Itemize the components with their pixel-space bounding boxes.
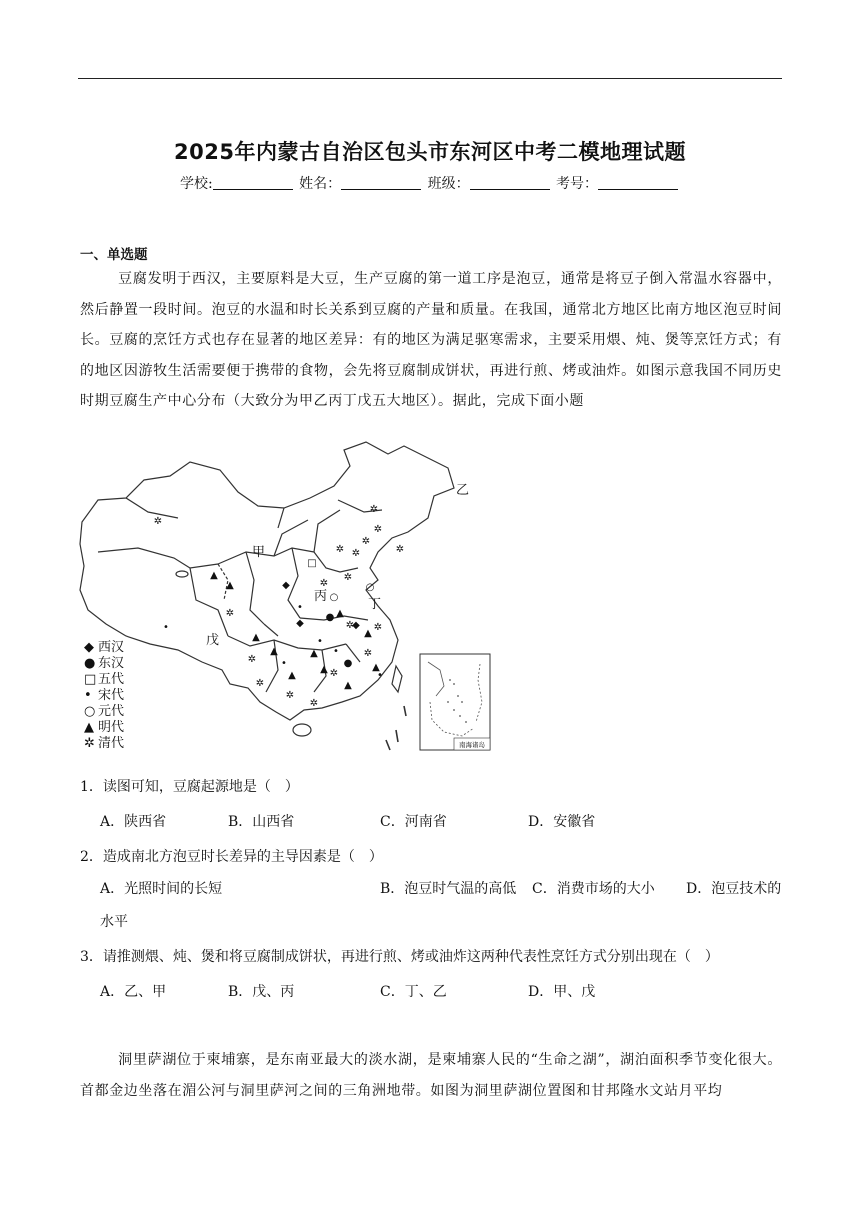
- question-2-stem: 2．造成南北方泡豆时长差异的主导因素是（ ）: [80, 849, 383, 865]
- info-class-blank[interactable]: [470, 175, 550, 190]
- legend-symbol-qingdai: ✲: [84, 736, 95, 751]
- question-2-option-d[interactable]: D．泡豆技术的: [686, 881, 782, 897]
- region-label-bing: 丙: [314, 589, 328, 604]
- passage-tofu: [80, 264, 782, 417]
- svg-text:✲: ✲: [255, 678, 265, 689]
- svg-text:▲: ▲: [310, 648, 318, 659]
- passage-tonle-sap-text: 洞里萨湖位于柬埔寨，是东南亚最大的淡水湖，是柬埔寨人民的“生命之湖”，湖泊面积季节变化很大。首都金边坐落在湄公河与洞里萨河之间的三角洲地带。如图为洞里萨湖位置图和甘邦隆水文站月平均: [80, 1052, 782, 1099]
- svg-text:○: ○: [329, 592, 339, 603]
- svg-text:◆: ◆: [352, 620, 360, 631]
- svg-text:•: •: [377, 670, 383, 681]
- south-china-sea-inset: [420, 654, 490, 750]
- region-label-ding: 丁: [368, 597, 382, 612]
- svg-text:▲: ▲: [344, 680, 352, 691]
- svg-text:✲: ✲: [373, 524, 383, 535]
- svg-text:▲: ▲: [226, 580, 234, 591]
- question-3-option-d[interactable]: D．甲、戊: [528, 984, 596, 1000]
- legend-symbol-songdai: •: [84, 688, 92, 703]
- question-3-stem: 3．请推测煨、炖、煲和将豆腐制成饼状，再进行煎、烤或油炸这两种代表性烹饪方式分别出现在（ ）: [80, 949, 719, 965]
- svg-text:▲: ▲: [252, 632, 260, 643]
- svg-text:□: □: [307, 558, 317, 569]
- svg-text:✲: ✲: [343, 572, 353, 583]
- question-2-option-b[interactable]: B．泡豆时气温的高低: [380, 881, 517, 897]
- question-2-option-c[interactable]: C．消费市场的大小: [532, 881, 655, 897]
- legend-symbol-donghan: ●: [84, 656, 96, 671]
- question-1-stem: 1．读图可知，豆腐起源地是（ ）: [80, 779, 299, 795]
- question-1-option-c[interactable]: C．河南省: [380, 814, 447, 830]
- svg-text:•: •: [317, 636, 323, 647]
- info-class-label: 班级：: [427, 176, 470, 192]
- svg-text:▲: ▲: [372, 662, 380, 673]
- svg-text:▲: ▲: [336, 608, 344, 619]
- svg-text:✲: ✲: [285, 690, 295, 701]
- legend-symbol-wudai: □: [84, 672, 97, 687]
- legend-label-qingdai: 清代: [98, 736, 125, 751]
- svg-text:◆: ◆: [282, 580, 290, 591]
- question-3-option-c[interactable]: C．丁、乙: [380, 984, 447, 1000]
- section-heading: 一、单选题: [80, 247, 148, 263]
- map-symbols: [154, 504, 404, 709]
- question-2-option-d-wrap: 水平: [100, 914, 128, 930]
- svg-text:✲: ✲: [153, 516, 163, 527]
- svg-text:•: •: [333, 646, 339, 657]
- question-3-option-a[interactable]: A．乙、甲: [100, 984, 167, 1000]
- legend-label-wudai: 五代: [98, 672, 125, 687]
- svg-text:✲: ✲: [369, 504, 379, 515]
- info-name-blank[interactable]: [341, 175, 421, 190]
- svg-text:✲: ✲: [309, 698, 319, 709]
- map-legend: [84, 640, 124, 751]
- question-3-option-b[interactable]: B．戊、丙: [228, 984, 295, 1000]
- svg-text:▲: ▲: [210, 570, 218, 581]
- question-1-option-b[interactable]: B．山西省: [228, 814, 295, 830]
- info-exam-no-blank[interactable]: [598, 175, 678, 190]
- region-label-jia: 甲: [252, 545, 266, 560]
- question-2-option-a[interactable]: A．光照时间的长短: [100, 881, 223, 897]
- svg-text:●: ●: [343, 658, 353, 669]
- svg-text:●: ●: [325, 612, 335, 623]
- svg-text:✲: ✲: [319, 578, 329, 589]
- svg-text:▲: ▲: [364, 628, 372, 639]
- svg-text:✲: ✲: [225, 608, 235, 619]
- svg-text:◆: ◆: [296, 618, 304, 629]
- legend-symbol-yuandai: ○: [84, 704, 96, 719]
- svg-text:▲: ▲: [270, 646, 278, 657]
- svg-text:✲: ✲: [329, 668, 339, 679]
- paper-title: 2025年内蒙古自治区包头市东河区中考二模地理试题: [174, 140, 686, 164]
- region-label-yi: 乙: [456, 483, 470, 498]
- legend-label-xihan: 西汉: [98, 640, 125, 655]
- legend-symbol-xihan: ◆: [84, 640, 94, 655]
- question-1-option-d[interactable]: D．安徽省: [528, 814, 596, 830]
- region-label-wu: 戊: [206, 633, 220, 648]
- info-school-label: 学校:: [179, 176, 213, 192]
- info-exam-no-label: 考号：: [556, 176, 599, 192]
- svg-text:✲: ✲: [395, 544, 405, 555]
- info-school-blank[interactable]: [213, 175, 293, 190]
- svg-text:✲: ✲: [351, 548, 361, 559]
- legend-label-donghan: 东汉: [98, 656, 125, 671]
- passage-tofu-text: 豆腐发明于西汉，主要原料是大豆，生产豆腐的第一道工序是泡豆，通常是将豆子倒入常温水容器中，然后静置一段时间。泡豆的水温和时长关系到豆腐的产量和质量。在我国，通常北方地区比南方地区泡豆时间长。豆腐的烹饪方式也存在显著的地区差异：有的地区为满足驱寒需求，主要采用煨、炖、煲等烹饪方式；有的地区因游牧生活需要便于携带的食物，会先将豆腐制成饼状，再进行煎、烤或油炸。如图示意我国不同历史时期豆腐生产中心分布（大致分为甲乙丙丁戊五大地区）。据此，完成下面小题: [80, 271, 782, 410]
- svg-text:•: •: [297, 602, 303, 613]
- svg-text:○: ○: [365, 582, 375, 593]
- svg-text:▲: ▲: [320, 664, 328, 675]
- svg-text:✲: ✲: [373, 622, 383, 633]
- legend-symbol-mingdai: ▲: [84, 720, 94, 735]
- student-info-line: [0, 173, 860, 193]
- header-rule: [78, 78, 782, 79]
- inset-label: 南海诸岛: [459, 741, 485, 749]
- svg-text:▲: ▲: [288, 670, 296, 681]
- svg-text:•: •: [163, 622, 169, 633]
- svg-text:✲: ✲: [335, 544, 345, 555]
- legend-label-mingdai: 明代: [98, 720, 125, 735]
- svg-text:✲: ✲: [345, 620, 355, 631]
- svg-text:•: •: [281, 658, 287, 669]
- info-name-label: 姓名：: [299, 176, 342, 192]
- question-1-option-a[interactable]: A．陕西省: [100, 814, 167, 830]
- svg-text:✲: ✲: [363, 648, 373, 659]
- passage-tonle-sap: [80, 1045, 782, 1106]
- svg-text:✲: ✲: [361, 536, 371, 547]
- china-tofu-map: [78, 440, 494, 752]
- legend-label-songdai: 宋代: [98, 688, 125, 703]
- china-outline: [80, 442, 454, 720]
- svg-text:✲: ✲: [247, 654, 257, 665]
- legend-label-yuandai: 元代: [98, 704, 125, 719]
